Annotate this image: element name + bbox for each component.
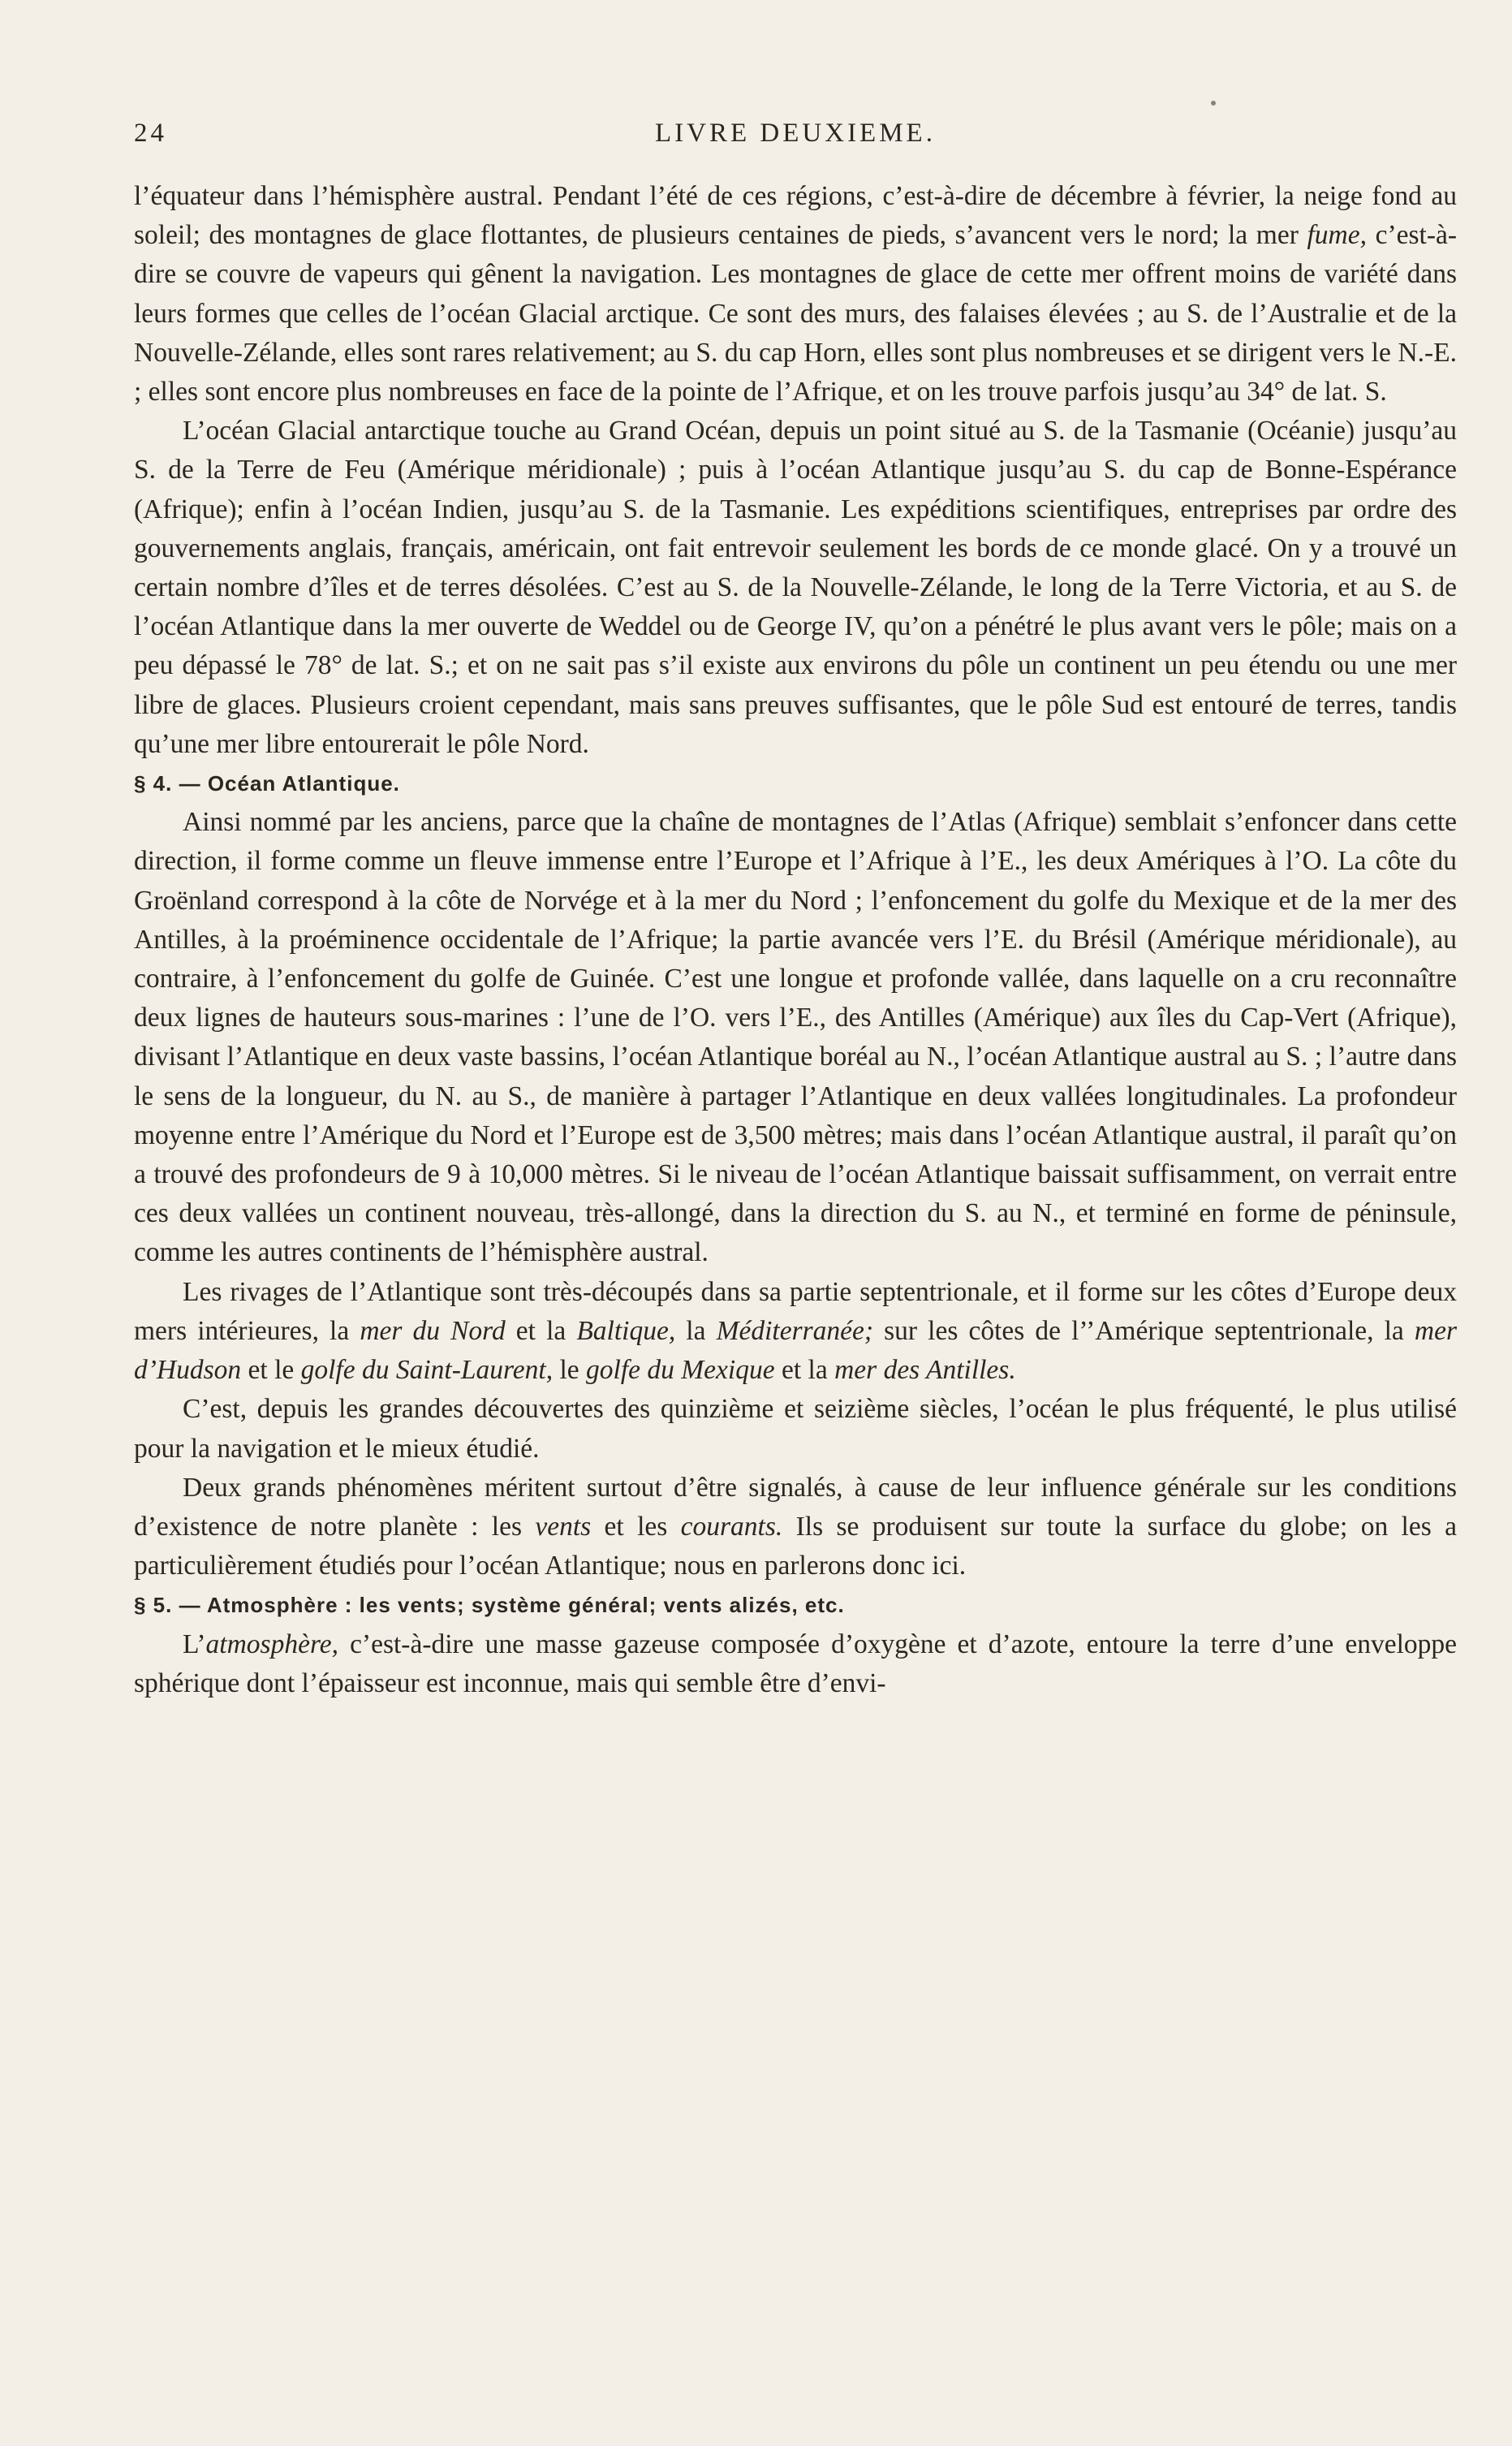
page-header: [134, 119, 1457, 159]
running-title: LIVRE DEUXIEME.: [655, 119, 936, 148]
paragraph-atlantic-2: Les rivages de l’Atlantique sont très-découpés dans sa partie septentrionale, et il forme sur les côtes d’Europe deux mers intérieures, la mer du Nord et la Baltique, la Méditerranée; sur les côtes de l’’Amérique septentrionale, la mer d’Hudson et le golfe du Saint-Laurent, le golfe du Mexique et la mer des Antilles.: [134, 1276, 1457, 1386]
paragraph-atmosphere: L’atmosphère, c’est-à-dire une masse gazeuse composée d’oxygène et d’azote, entoure la terre d’une enveloppe sphérique dont l’épaisseur est inconnue, mais qui semble être d’envi-: [134, 1629, 1457, 1698]
paragraph-atlantic-1: Ainsi nommé par les anciens, parce que la chaîne de montagnes de l’Atlas (Afrique) semblait s’enfoncer dans cette direction, il forme comme un fleuve immense entre l’Europe et l’Afrique à l’E., les deux Amériques à l’O. La côte du Groënland correspond à la côte de Norvége et à la mer du Nord ; l’enfoncement du golfe du Mexique et de la mer des Antilles, à la proéminence occidentale de l’Afrique; la partie avancée vers l’E. du Brésil (Amérique méridionale), au contraire, à l’enfoncement du golfe de Guinée. C’est une longue et profonde vallée, dans laquelle on a cru reconnaître deux lignes de hauteurs sous-marines : l’une de l’O. vers l’E., des Antilles (Amérique) aux îles du Cap-Vert (Afrique), divisant l’Atlantique en deux vaste bassins, l’océan Atlantique boréal au N., l’océan Atlantique austral au S. ; l’autre dans le sens de la longueur, du N. au S., de manière à partager l’Atlantique en deux vallées longitudinales. La profondeur moyenne entre l’Amérique du Nord et l’Europe est de 3,500 mètres; mais dans l’océan Atlantique austral, il paraît qu’on a trouvé des profondeurs de 9 à 10,000 mètres. Si le niveau de l’océan Atlantique baissait suffisamment, on verrait entre ces deux vallées un continent nouveau, très-allongé, dans la direction du S. au N., et terminé en forme de péninsule, comme les autres continents de l’hémisphère austral.: [134, 807, 1457, 1268]
ink-speck: [1211, 101, 1216, 106]
paragraph-atlantic-4: Deux grands phénomènes méritent surtout d’être signalés, à cause de leur influence générale sur les conditions d’existence de notre planète : les vents et les courants. Ils se produisent sur toute la surface du globe; on les a particulièrement étudiés pour l’océan Atlantique; nous en parlerons donc ici.: [134, 1472, 1457, 1581]
paragraph-antarctic: L’océan Glacial antarctique touche au Grand Océan, depuis un point situé au S. de la Tasmanie (Océanie) jusqu’au S. de la Terre de Feu (Amérique méridionale) ; puis à l’océan Atlantique jusqu’au S. du cap de Bonne-Espérance (Afrique); enfin à l’océan Indien, jusqu’au S. de la Tasmanie. Les expéditions scientifiques, entreprises par ordre des gouvernements anglais, français, américain, ont fait entrevoir seulement les bords de ce monde glacé. On y a trouvé un certain nombre d’îles et de terres désolées. C’est au S. de la Nouvelle-Zélande, le long de la Terre Victoria, et au S. de l’océan Atlantique dans la mer ouverte de Weddel ou de George IV, qu’on a pénétré le plus avant vers le pôle; mais on a peu dépassé le 78° de lat. S.; et on ne sait pas s’il existe aux environs du pôle un continent un peu étendu ou une mer libre de glaces. Plusieurs croient cependant, mais sans preuves suffisantes, que le pôle Sud est entouré de terres, tandis qu’une mer libre entourerait le pôle Nord.: [134, 416, 1457, 759]
page-number: 24: [134, 119, 167, 148]
paragraph-atlantic-3: C’est, depuis les grandes découvertes des quinzième et seizième siècles, l’océan le plus fréquenté, le plus utilisé pour la navigation et le mieux étudié.: [134, 1394, 1457, 1464]
paragraph-continued: l’équateur dans l’hémisphère austral. Pendant l’été de ces régions, c’est-à-dire de décembre à février, la neige fond au soleil; des montagnes de glace flottantes, de plusieurs centaines de pieds, s’avancent vers le nord; la mer fume, c’est-à-dire se couvre de vapeurs qui gênent la navigation. Les montagnes de glace de cette mer offrent moins de variété dans leurs formes que celles de l’océan Glacial arctique. Ce sont des murs, des falaises élevées ; au S. de l’Australie et de la Nouvelle-Zélande, elles sont rares relativement; au S. du cap Horn, elles sont plus nombreuses et se dirigent vers le N.-E. ; elles sont encore plus nombreuses en face de la pointe de l’Afrique, et on les trouve parfois jusqu’au 34° de lat. S.: [134, 181, 1457, 408]
section-4-title: § 4. — Océan Atlantique.: [134, 771, 400, 796]
section-5-title: § 5. — Atmosphère : les vents; système général; vents alizés, etc.: [134, 1593, 845, 1618]
body-text: [134, 177, 1457, 1703]
